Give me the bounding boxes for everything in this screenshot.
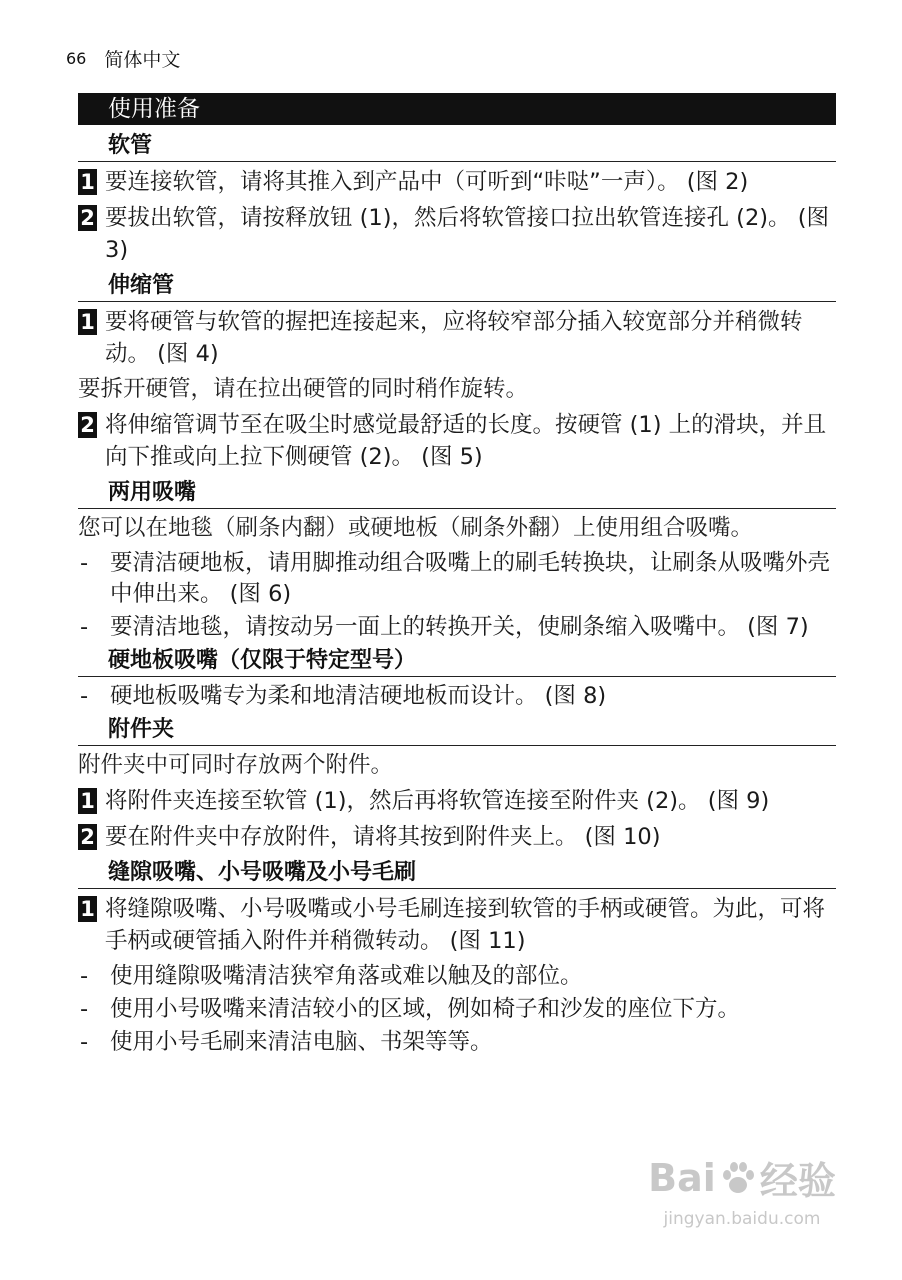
step-text: 将附件夹连接至软管 (1)，然后再将软管连接至附件夹 (2)。 (图 9) [105, 788, 770, 814]
sections-container [78, 130, 836, 1058]
numbered-step [78, 409, 836, 473]
bullet-item [78, 961, 836, 992]
bullet-text: 使用缝隙吸嘴清洁狭窄角落或难以触及的部位。 [110, 963, 583, 989]
step-number-badge: 1 [78, 309, 97, 335]
dash-icon: - [80, 683, 89, 709]
paragraph: 要拆开硬管，请在拉出硬管的同时稍作旋转。 [78, 376, 529, 402]
dash-icon: - [80, 1029, 89, 1055]
bullet-item [78, 681, 836, 712]
watermark-url: jingyan.baidu.com [663, 1209, 821, 1229]
numbered-step [78, 821, 836, 853]
step-number-badge: 2 [78, 412, 97, 438]
bullet-text: 硬地板吸嘴专为柔和地清洁硬地板而设计。 (图 8) [110, 683, 607, 709]
page-number: 66 [66, 48, 87, 68]
subsection-heading: 附件夹 [78, 714, 836, 746]
step-text: 将伸缩管调节至在吸尘时感觉最舒适的长度。按硬管 (1) 上的滑块，并且向下推或向上拉下侧硬管 (2)。 (图 5) [105, 412, 827, 470]
subsection-heading: 两用吸嘴 [78, 477, 836, 509]
dash-icon: - [80, 996, 89, 1022]
step-number-badge: 2 [78, 205, 97, 231]
bullet-text: 使用小号吸嘴来清洁较小的区域，例如椅子和沙发的座位下方。 [110, 996, 741, 1022]
numbered-step [78, 306, 836, 370]
language-label: 简体中文 [104, 48, 181, 71]
bullet-text: 使用小号毛刷来清洁电脑、书架等等。 [110, 1029, 493, 1055]
step-number-badge: 1 [78, 788, 97, 814]
step-number-badge: 1 [78, 896, 97, 922]
paragraph: 您可以在地毯（刷条内翻）或硬地板（刷条外翻）上使用组合吸嘴。 [78, 515, 754, 541]
numbered-step [78, 202, 836, 266]
bullet-text: 要清洁硬地板，请用脚推动组合吸嘴上的刷毛转换块，让刷条从吸嘴外壳中伸出来。 (图 6) [110, 550, 831, 607]
section-title: 使用准备 [78, 93, 836, 125]
subsection-heading: 缝隙吸嘴、小号吸嘴及小号毛刷 [78, 857, 836, 889]
paragraph: 附件夹中可同时存放两个附件。 [78, 752, 394, 778]
numbered-step [78, 893, 836, 957]
step-text: 要在附件夹中存放附件，请将其按到附件夹上。 (图 10) [105, 824, 661, 850]
bullet-item [78, 548, 836, 610]
watermark [642, 1150, 842, 1260]
bullet-item [78, 1027, 836, 1058]
bullet-item [78, 612, 836, 643]
step-number-badge: 2 [78, 824, 97, 850]
watermark-brand-2: 经验 [759, 1159, 836, 1203]
page-header [66, 44, 180, 72]
step-text: 要将硬管与软管的握把连接起来，应将较窄部分插入较宽部分并稍微转动。 (图 4) [105, 309, 803, 367]
numbered-step [78, 166, 836, 198]
step-number-badge: 1 [78, 169, 97, 195]
step-text: 要连接软管，请将其推入到产品中（可听到“咔哒”一声）。 (图 2) [105, 169, 749, 195]
watermark-logo [642, 1150, 842, 1205]
subsection-heading: 硬地板吸嘴（仅限于特定型号） [78, 645, 836, 677]
bullet-item [78, 994, 836, 1025]
subsection-heading: 软管 [78, 130, 836, 162]
dash-icon: - [80, 614, 89, 640]
numbered-step [78, 785, 836, 817]
dash-icon: - [80, 963, 89, 989]
step-text: 将缝隙吸嘴、小号吸嘴或小号毛刷连接到软管的手柄或硬管。为此，可将手柄或硬管插入附件并稍微转动。 (图 11) [105, 896, 826, 954]
dash-icon: - [80, 550, 89, 576]
step-text: 要拔出软管，请按释放钮 (1)，然后将软管接口拉出软管连接孔 (2)。 (图 3) [105, 205, 829, 263]
content-area [78, 93, 836, 1060]
paw-icon [718, 1158, 758, 1198]
subsection-heading: 伸缩管 [78, 270, 836, 302]
watermark-brand: Bai [648, 1155, 716, 1200]
bullet-text: 要清洁地毯，请按动另一面上的转换开关，使刷条缩入吸嘴中。 (图 7) [110, 614, 809, 640]
